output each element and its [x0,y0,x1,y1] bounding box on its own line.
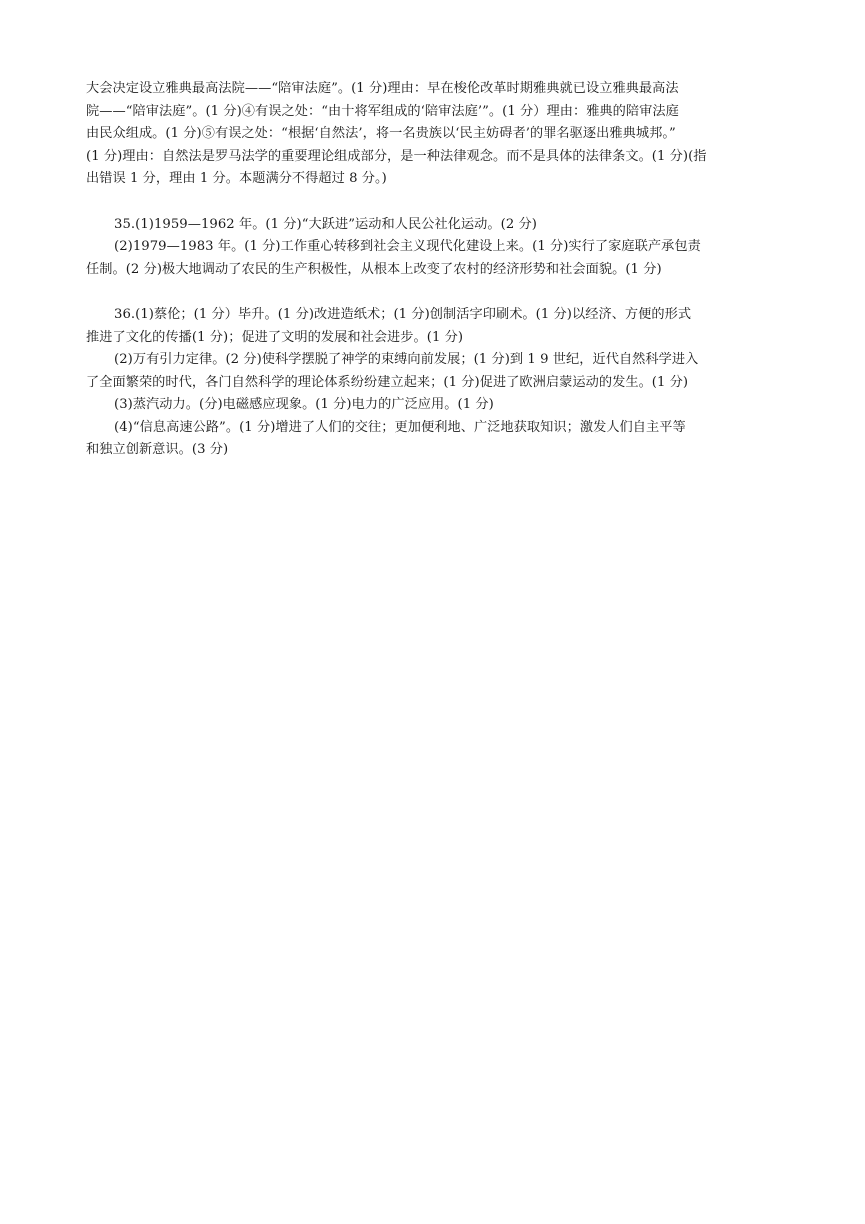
text-line: 35.(1)1959—1962 年。(1 分)“大跃进”运动和人民公社化运动。(2 分) [114,216,537,232]
text-line: (1 分)理由：自然法是罗马法学的重要理论组成部分，是一种法律观念。而不是具体的法律条文。(1 分)(指 [86,148,707,164]
text-line: (2)万有引力定律。(2 分)使科学摆脱了神学的束缚向前发展；(1 分)到 1 9 世纪，近代自然科学进入 [114,352,699,367]
text-line: 推进了文化的传播(1 分)；促进了文明的发展和社会进步。(1 分) [86,329,464,345]
text-line: (3)蒸汽动力。(分)电磁感应现象。(1 分)电力的广泛应用。(1 分) [114,397,494,412]
text-line: 大会决定设立雅典最高法院——“陪审法庭”。(1 分)理由：早在梭伦改革时期雅典就已设立雅典最高法 [86,81,679,96]
question-36-answer [86,304,780,462]
paragraph-spacer [86,191,780,214]
text-line: (2)1979—1983 年。(1 分)工作重心转移到社会主义现代化建设上来。(1 分)实行了家庭联产承包责 [114,239,701,254]
text-line: 出错误 1 分，理由 1 分。本题满分不得超过 8 分。) [86,171,387,186]
paragraph-spacer [86,281,780,304]
text-line: 任制。(2 分)极大地调动了农民的生产积极性，从根本上改变了农村的经济形势和社会面貌。(1 分) [86,261,662,277]
text-line: 36.(1)蔡伦；(1 分）毕升。(1 分)改进造纸术；(1 分)创制活字印刷术。(1 分)以经济、方便的形式 [114,307,692,322]
text-line: 了全面繁荣的时代，各门自然科学的理论体系纷纷建立起来；(1 分)促进了欧洲启蒙运动的发生。(1 分) [86,374,689,390]
text-line: 由民众组成。(1 分)⑤有误之处：“根据‘自然法’，将一名贵族以‘民主妨碍者’的罪名驱逐出雅典城邦。” [86,126,676,141]
previous-answer-block [86,78,780,191]
question-35-answer [86,214,780,282]
text-line: (4)“信息高速公路”。(1 分)增进了人们的交往；更加便利地、广泛地获取知识；激发人们自主平等 [114,419,686,435]
text-line: 和独立创新意识。(3 分) [86,442,229,457]
text-line: 院——“陪审法庭”。(1 分)④有误之处：“由十将军组成的‘陪审法庭’”。(1 分）理由：雅典的陪审法庭 [86,103,679,119]
answer-page [86,78,780,462]
